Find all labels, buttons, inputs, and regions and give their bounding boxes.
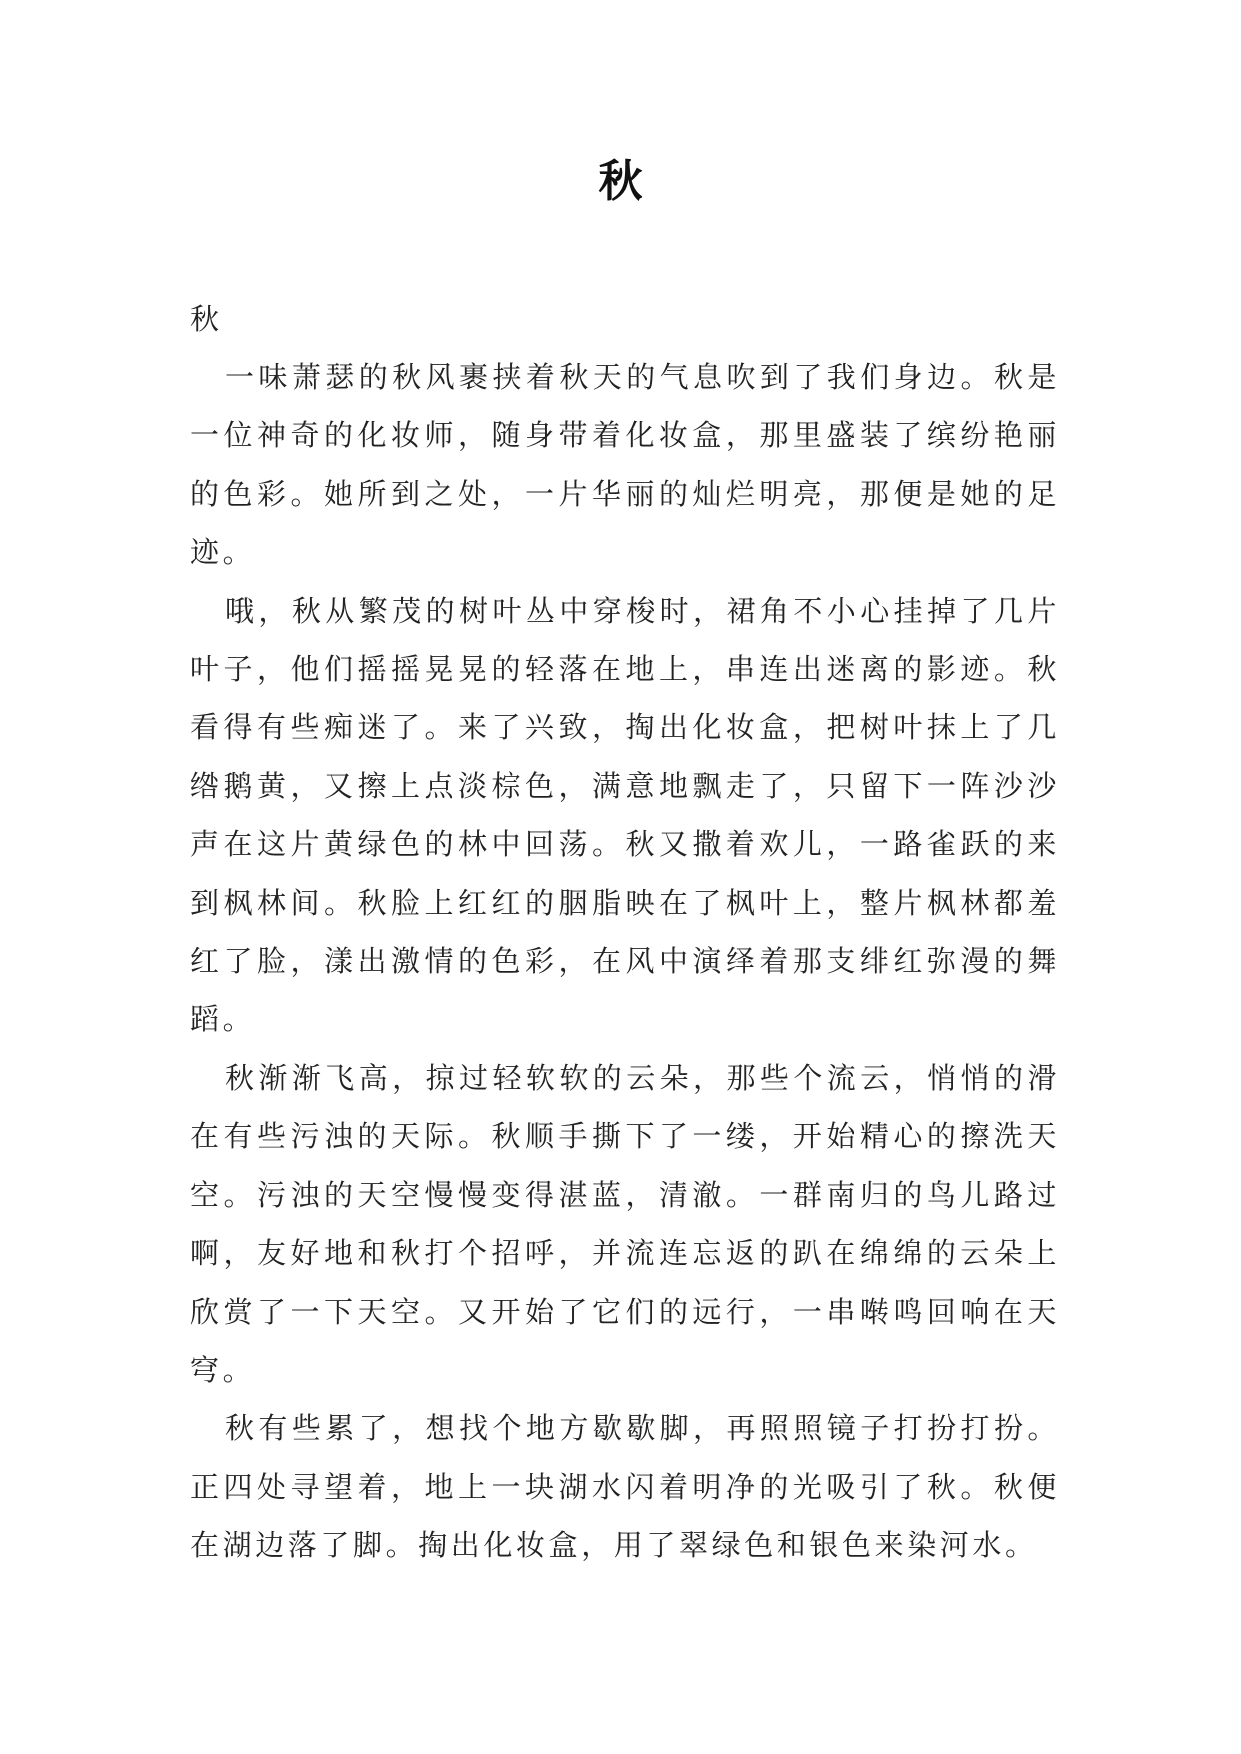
document-body <box>190 290 1060 1575</box>
paragraph: 一味萧瑟的秋风裹挟着秋天的气息吹到了我们身边。秋是一位神奇的化妆师，随身带着化妆盒，那里盛装了缤纷艳丽的色彩。她所到之处，一片华丽的灿烂明亮，那便是她的足迹。 <box>190 360 1060 570</box>
paragraph: 哦，秋从繁茂的树叶丛中穿梭时，裙角不小心挂掉了几片叶子，他们摇摇晃晃的轻落在地上，串连出迷离的影迹。秋看得有些痴迷了。来了兴致，掏出化妆盒，把树叶抹上了几绺鹅黄，又擦上点淡棕色，满意地飘走了，只留下一阵沙沙声在这片黄绿色的林中回荡。秋又撒着欢儿，一路雀跃的来到枫林间。秋脸上红红的胭脂映在了枫叶上，整片枫林都羞红了脸，漾出激情的色彩，在风中演绎着那支绯红弥漫的舞蹈。 <box>190 593 1060 1037</box>
document-subtitle: 秋 <box>190 302 222 336</box>
paragraph: 秋渐渐飞高，掠过轻软软的云朵，那些个流云，悄悄的滑在有些污浊的天际。秋顺手撕下了一缕，开始精心的擦洗天空。污浊的天空慢慢变得湛蓝，清澈。一群南归的鸟儿路过啊，友好地和秋打个招呼，并流连忘返的趴在绵绵的云朵上欣赏了一下天空。又开始了它们的远行，一串啭鸣回响在天穹。 <box>190 1060 1060 1387</box>
paragraph: 秋有些累了，想找个地方歇歇脚，再照照镜子打扮打扮。正四处寻望着，地上一块湖水闪着明净的光吸引了秋。秋便在湖边落了脚。掏出化妆盒，用了翠绿色和银色来染河水。 <box>190 1411 1060 1563</box>
page-title: 秋 <box>598 156 643 207</box>
